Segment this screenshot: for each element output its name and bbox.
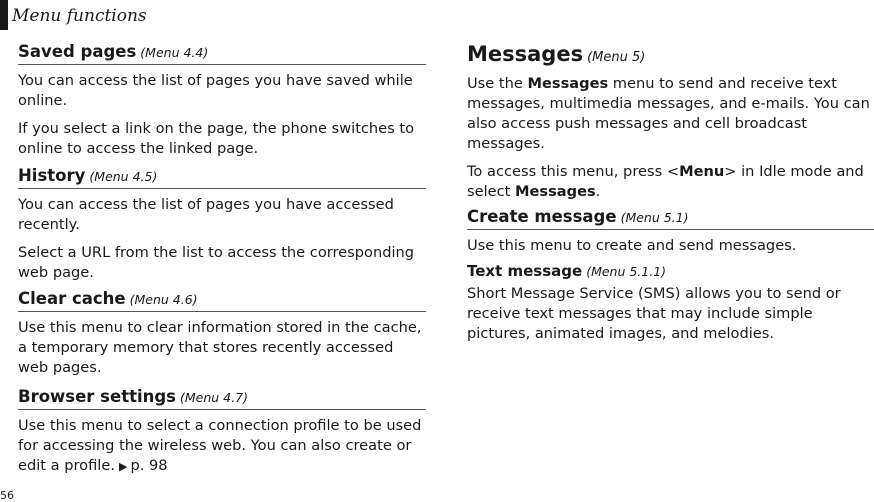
section-history (18, 166, 426, 291)
browser-settings-title: Browser settings (18, 387, 177, 406)
text-message-title: Text message (467, 262, 583, 280)
clear-cache-title: Clear cache (18, 289, 126, 308)
create-message-ref: (Menu 5.1) (620, 210, 689, 225)
section-browser-settings (18, 387, 426, 485)
browser-settings-ref: (Menu 4.7) (180, 390, 248, 405)
saved-pages-text-1: You can access the list of pages you have saved while online. (18, 72, 413, 109)
browser-settings-text-1 (18, 416, 426, 477)
section-create-message (467, 207, 874, 264)
create-message-heading (467, 207, 874, 230)
messages-title: Messages (467, 42, 584, 66)
section-saved-pages (18, 42, 426, 167)
section-clear-cache (18, 289, 426, 386)
saved-pages-heading (18, 42, 426, 65)
browser-settings-heading (18, 387, 426, 410)
page-number: 56 (0, 489, 14, 502)
page-header-title: Menu functions (12, 6, 147, 26)
header-bar (0, 0, 8, 30)
text-message-heading (467, 262, 874, 280)
saved-pages-ref: (Menu 4.4) (140, 45, 209, 60)
history-text-2: Select a URL from the list to access the corresponding web page. (18, 244, 415, 281)
history-text-1: You can access the list of pages you have accessed recently. (18, 196, 394, 233)
section-messages (467, 42, 874, 210)
history-heading (18, 166, 426, 189)
text-message-ref: (Menu 5.1.1) (586, 264, 667, 279)
messages-text-1: Use the Messages menu to send and receive text messages, multimedia messages, and e-mails. You can also access push messages and cell broadcast messages. (467, 75, 870, 152)
clear-cache-text-1: Use this menu to clear information stored in the cache, a temporary memory that stores recently accessed web pages. (18, 319, 422, 376)
page-reference: p. 98 (130, 457, 168, 474)
messages-ref: (Menu 5) (587, 50, 646, 65)
clear-cache-heading (18, 289, 426, 312)
text-message-text-1: Short Message Service (SMS) allows you to send or receive text messages that may include simple pictures, animated images, and melodies. (467, 285, 841, 342)
create-message-text-1: Use this menu to create and send messages. (467, 237, 797, 254)
create-message-title: Create message (467, 207, 617, 226)
messages-text-2: To access this menu, press <Menu> in Idle mode and select Messages. (467, 163, 864, 200)
history-title: History (18, 166, 86, 185)
messages-heading (467, 42, 874, 66)
section-text-message (467, 262, 874, 352)
saved-pages-title: Saved pages (18, 42, 137, 61)
triangle-right-icon: ▶ (118, 460, 128, 473)
clear-cache-ref: (Menu 4.6) (129, 292, 198, 307)
history-ref: (Menu 4.5) (89, 169, 158, 184)
browser-settings-body: Use this menu to select a connection profile to be used for accessing the wireless web. You can also create or edit a profile. (18, 417, 422, 474)
saved-pages-text-2: If you select a link on the page, the phone switches to online to access the linked page. (18, 120, 415, 157)
